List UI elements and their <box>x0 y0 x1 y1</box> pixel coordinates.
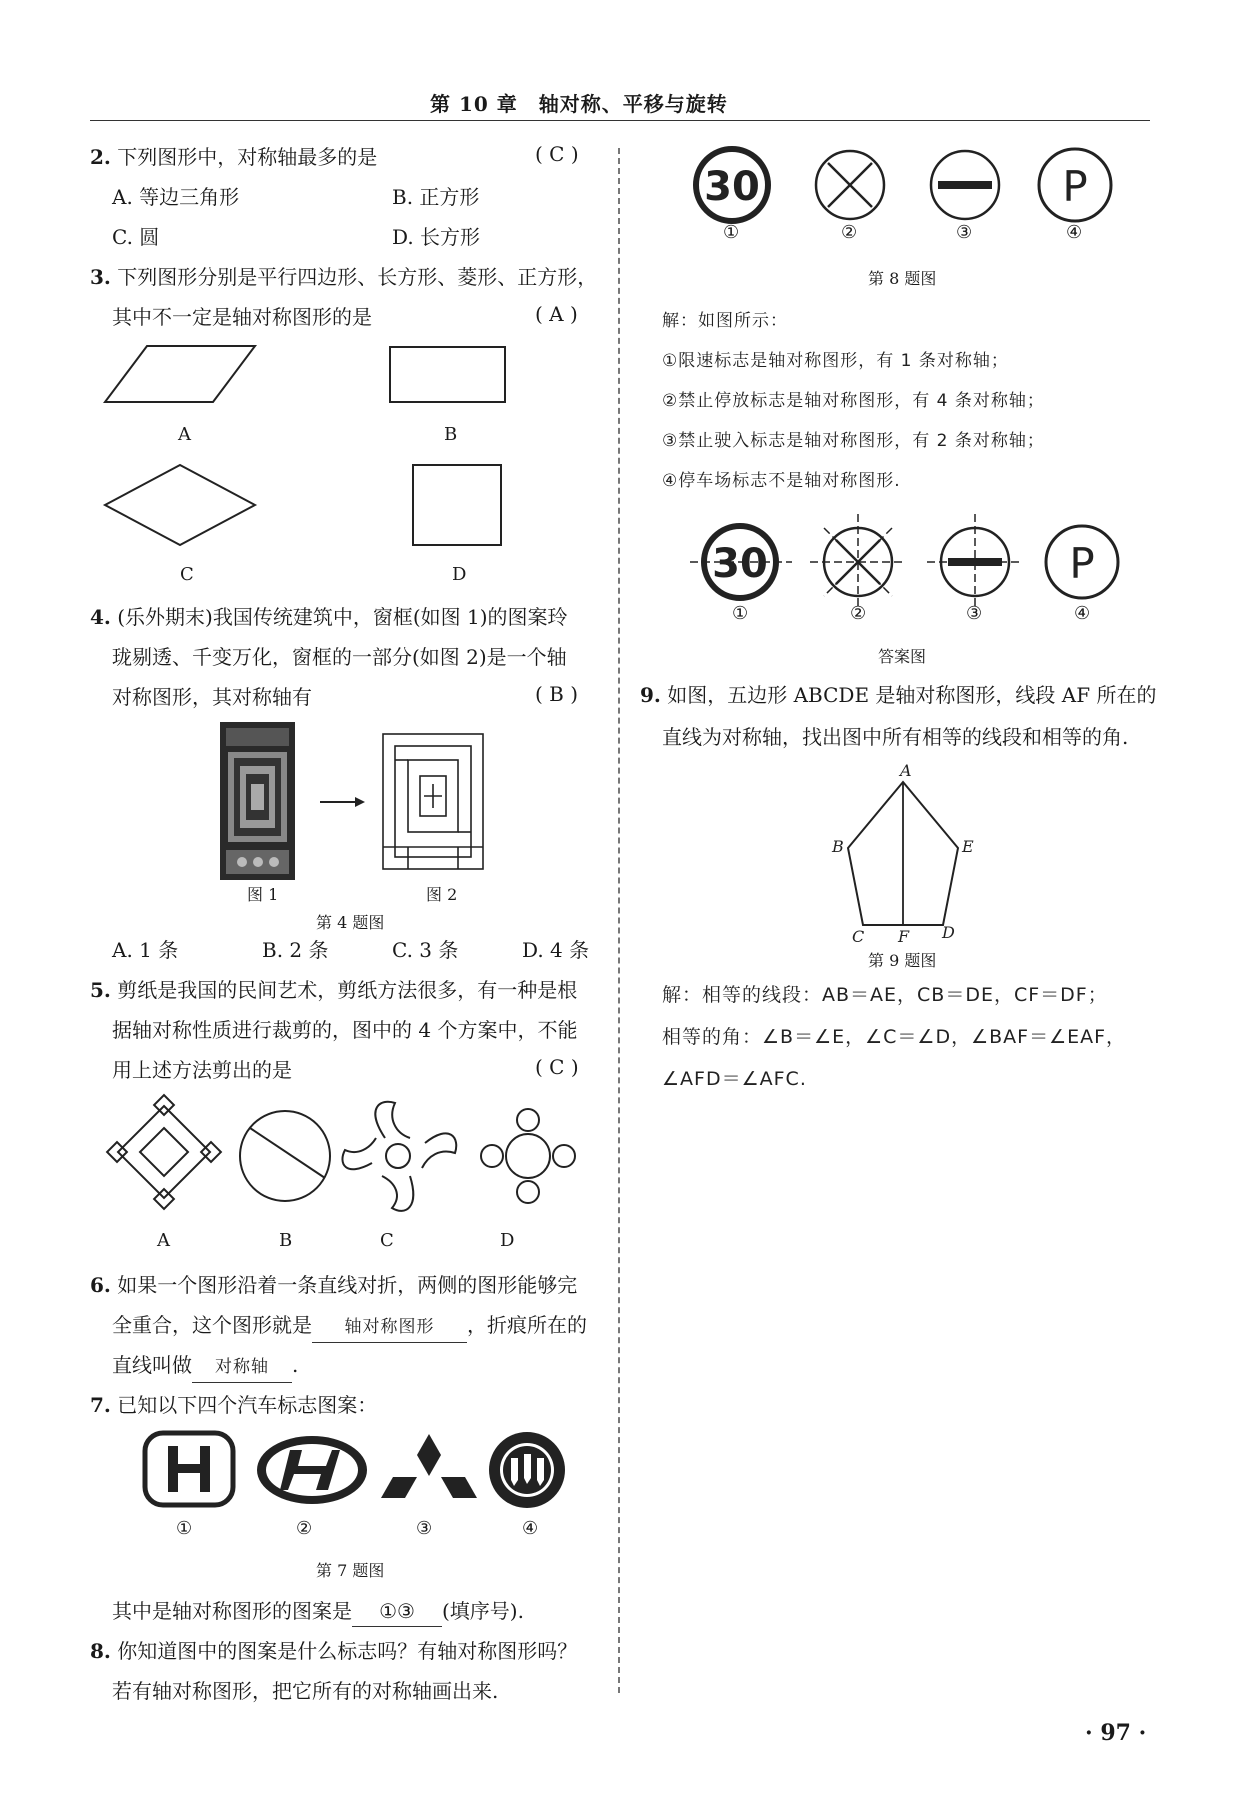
q8-traffic-signs <box>690 145 1120 240</box>
papercut-d-flower <box>481 1109 575 1203</box>
q2-option-a: A. 等边三角形 <box>112 185 240 209</box>
q6-blank1: 轴对称图形 <box>312 1312 467 1343</box>
q2-option-d: D. 长方形 <box>392 225 481 249</box>
answer-speed-limit-sign-icon <box>690 526 792 598</box>
q5-stem-line1: 5. 剪纸是我国的民间艺术，剪纸方法很多，有一种是根 <box>90 978 578 1002</box>
square-shape <box>413 465 501 545</box>
answer-no-parking-sign-icon <box>810 514 906 610</box>
honda-logo-icon <box>145 1433 233 1505</box>
q9-stem-line2: 直线为对称轴，找出图中所有相等的线段和相等的角. <box>662 725 1129 749</box>
q8-stem-line1: 8. 你知道图中的图案是什么标志吗？有轴对称图形吗？ <box>90 1639 578 1663</box>
point-a-label: A <box>900 761 912 780</box>
window-lattice-photo <box>220 722 295 880</box>
q4-figure2-label: 图 2 <box>426 885 458 904</box>
q7-stem: 7. 已知以下四个汽车标志图案： <box>90 1393 378 1417</box>
parallelogram-shape <box>105 346 255 402</box>
page-number: · 97 · <box>1085 1720 1147 1746</box>
q4-window-figures <box>220 722 490 882</box>
q3-label-a: A <box>178 424 191 445</box>
q5-label-b: B <box>279 1230 293 1251</box>
papercut-a-diamond <box>107 1095 221 1209</box>
q8-mark-2: ② <box>841 222 858 243</box>
no-entry-sign-icon <box>931 151 999 219</box>
q4-option-a: A. 1 条 <box>112 938 179 962</box>
point-f-label: F <box>898 927 910 946</box>
q3-label-d: D <box>452 564 467 585</box>
q9-pentagon-figure <box>830 760 990 946</box>
parking-text: P <box>1062 162 1088 211</box>
q7-mark-1: ① <box>176 1518 193 1539</box>
speed-limit-text: 30 <box>704 164 760 210</box>
q6-stem-line1: 6. 如果一个图形沿着一条直线对折，两侧的图形能够完 <box>90 1273 578 1297</box>
q5-stem-line3: 用上述方法剪出的是 <box>112 1058 292 1082</box>
q4-option-c: C. 3 条 <box>392 938 459 962</box>
q5-label-d: D <box>500 1230 515 1251</box>
q8-answer-mark-4: ④ <box>1074 603 1091 624</box>
arrow-icon <box>320 797 365 807</box>
answer-parking-text: P <box>1069 539 1095 588</box>
q4-option-b: B. 2 条 <box>262 938 329 962</box>
q8-answer-caption: 答案图 <box>878 647 927 666</box>
q6-blank2: 对称轴 <box>192 1352 292 1383</box>
q8-caption: 第 8 题图 <box>868 269 937 288</box>
point-b-label: B <box>832 837 844 856</box>
q8-solution-line5: ④停车场标志不是轴对称图形. <box>662 471 901 491</box>
papercut-c-pinwheel <box>342 1102 456 1211</box>
q3-shapes <box>105 340 525 550</box>
answer-parking-sign-icon <box>1046 526 1118 598</box>
point-d-label: D <box>942 923 955 942</box>
q4-figure1-label: 图 1 <box>247 885 279 904</box>
q8-answer-mark-2: ② <box>850 603 867 624</box>
answer-no-entry-sign-icon <box>927 514 1023 610</box>
q8-mark-4: ④ <box>1066 222 1083 243</box>
q5-papercut-figures <box>110 1098 570 1228</box>
header-rule <box>90 120 1150 121</box>
q9-stem-line1: 9. 如图，五边形 ABCDE 是轴对称图形，线段 AF 所在的 <box>640 683 1157 707</box>
q3-label-b: B <box>444 424 458 445</box>
q3-answer: ( A ) <box>535 302 578 326</box>
q8-answer-mark-1: ① <box>732 603 749 624</box>
q8-solution-line3: ②禁止停放标志是轴对称图形，有 4 条对称轴； <box>662 391 1045 411</box>
q2-stem: 2. 下列图形中，对称轴最多的是 <box>90 145 378 169</box>
q3-label-c: C <box>180 564 194 585</box>
q2-option-b: B. 正方形 <box>392 185 480 209</box>
q4-answer: ( B ) <box>535 682 579 706</box>
column-divider <box>618 148 620 1693</box>
speed-limit-sign-icon <box>696 149 768 221</box>
q7-blank: ①③ <box>352 1596 442 1627</box>
q8-mark-3: ③ <box>956 222 973 243</box>
q3-stem-line1: 3. 下列图形分别是平行四边形、长方形、菱形、正方形， <box>90 265 598 289</box>
q7-answer-line: 其中是轴对称图形的图案是 ①③ (填序号). <box>112 1596 524 1627</box>
q6-stem-line2: 全重合，这个图形就是 轴对称图形 ，折痕所在的 <box>112 1310 587 1343</box>
q2-option-c: C. 圆 <box>112 225 160 249</box>
q2-answer: ( C ) <box>535 142 579 166</box>
mitsubishi-logo-icon <box>381 1434 477 1498</box>
buick-logo-icon <box>489 1432 565 1508</box>
q4-stem-line2: 珑剔透、千变万化，窗框的一部分(如图 2)是一个轴 <box>112 645 567 669</box>
q8-solution-line4: ③禁止驶入标志是轴对称图形，有 2 条对称轴； <box>662 431 1045 451</box>
q4-caption: 第 4 题图 <box>316 913 385 932</box>
q7-mark-4: ④ <box>522 1518 539 1539</box>
q9-caption: 第 9 题图 <box>868 951 937 970</box>
q8-solution-line1: 解：如图所示： <box>662 311 788 331</box>
q7-mark-3: ③ <box>416 1518 433 1539</box>
q7-mark-2: ② <box>296 1518 313 1539</box>
q7-caption: 第 7 题图 <box>316 1561 385 1580</box>
q7-car-logos <box>140 1428 580 1513</box>
q9-solution-line1: 解：相等的线段：AB＝AE，CB＝DE，CF＝DF； <box>662 984 1108 1006</box>
q8-solution-line2: ①限速标志是轴对称图形，有 1 条对称轴； <box>662 351 1009 371</box>
q8-mark-1: ① <box>723 222 740 243</box>
q9-solution-line2: 相等的角：∠B＝∠E，∠C＝∠D，∠BAF＝∠EAF， <box>662 1026 1127 1048</box>
chapter-title: 第 10 章 轴对称、平移与旋转 <box>430 92 728 116</box>
q5-label-a: A <box>157 1230 170 1251</box>
q9-solution-line3: ∠AFD＝∠AFC. <box>662 1068 807 1090</box>
window-lattice-diagram <box>383 734 483 869</box>
q3-stem-line2: 其中不一定是轴对称图形的是 <box>112 305 372 329</box>
point-c-label: C <box>852 927 865 946</box>
q6-stem-line3: 直线叫做 对称轴 . <box>112 1350 298 1383</box>
q8-answer-mark-3: ③ <box>966 603 983 624</box>
q4-stem-line1: 4. (乐外期末)我国传统建筑中，窗框(如图 1)的图案玲 <box>90 605 568 629</box>
q4-option-d: D. 4 条 <box>522 938 590 962</box>
answer-speed-limit-text: 30 <box>712 541 768 587</box>
rectangle-shape <box>390 347 505 402</box>
rhombus-shape <box>105 465 255 545</box>
papercut-b-circle <box>240 1111 330 1201</box>
q5-answer: ( C ) <box>535 1055 579 1079</box>
hyundai-logo-icon <box>257 1436 367 1504</box>
q4-stem-line3: 对称图形，其对称轴有 <box>112 685 312 709</box>
q5-label-c: C <box>380 1230 394 1251</box>
no-parking-sign-icon <box>816 151 884 219</box>
q5-stem-line2: 据轴对称性质进行裁剪的，图中的 4 个方案中，不能 <box>112 1018 578 1042</box>
point-e-label: E <box>962 837 974 856</box>
parking-sign-icon <box>1039 149 1111 221</box>
q8-stem-line2: 若有轴对称图形，把它所有的对称轴画出来. <box>112 1679 499 1703</box>
